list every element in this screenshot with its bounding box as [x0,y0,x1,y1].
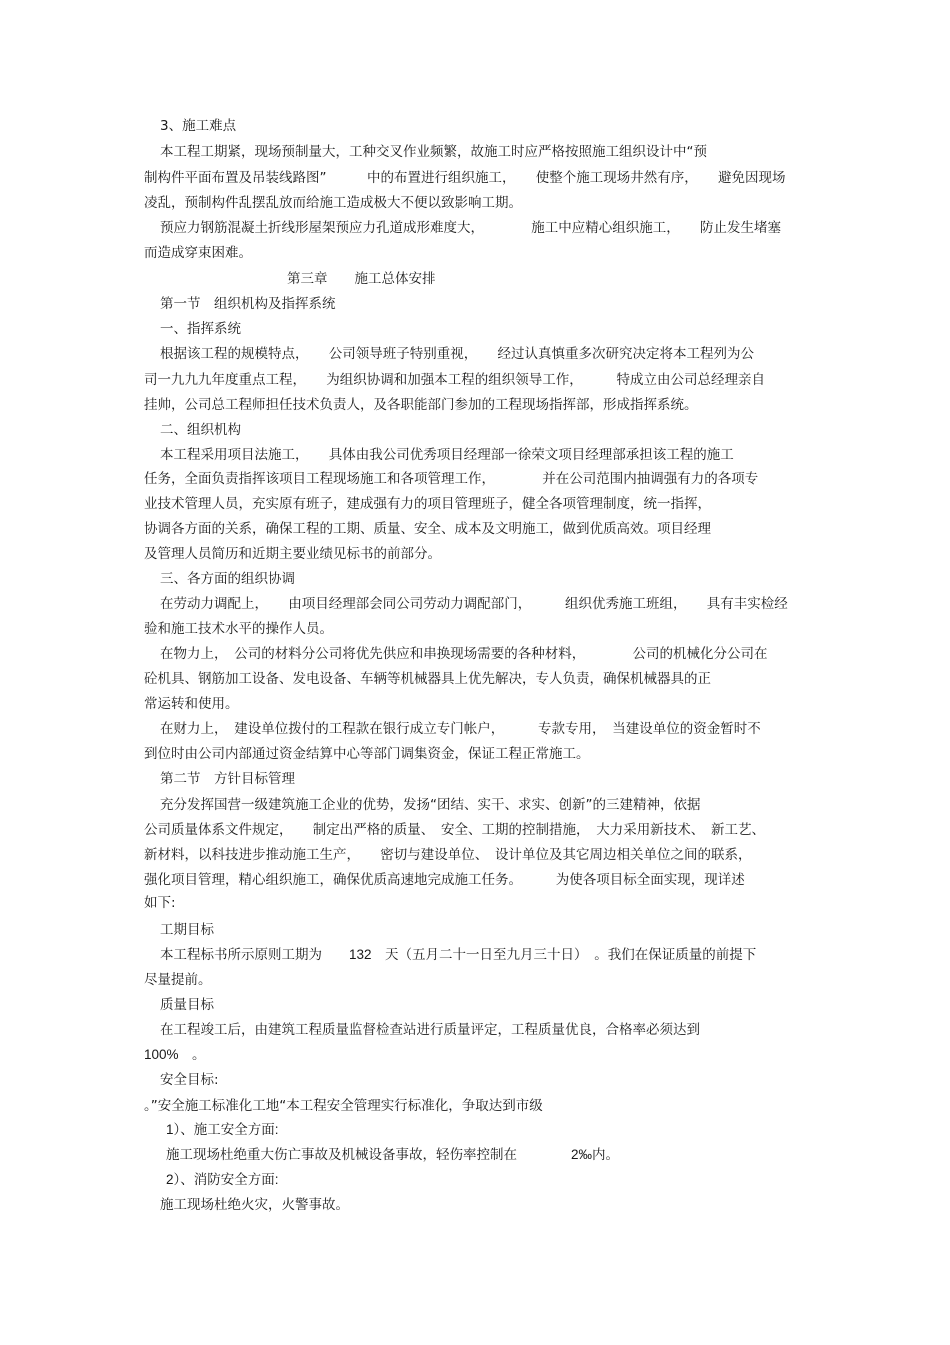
paragraph-line: 在财力上， 建设单位拨付的工程款在银行成立专门帐户， 专款专用， 当建设单位的资金暂时不 [160,721,761,737]
paragraph-line: 本工程标书所示原则工期为 132 天（五月二十一日至九月三十日） 。我们在保证质量的前提下 [160,947,757,962]
subsection-title: 一、指挥系统 [160,321,241,337]
paragraph-line: 而造成穿束困难。 [144,245,252,261]
goal-heading-schedule: 工期目标 [160,922,214,938]
heading-construction-difficulties: 3、施工难点 [160,118,237,134]
goal-heading-safety: 安全目标: [160,1072,219,1088]
section-title: 第一节 组织机构及指挥系统 [160,296,336,312]
list-item-heading: 2）、消防安全方面: [166,1172,279,1187]
chapter-title: 第三章 施工总体安排 [287,271,436,287]
paragraph-line: 业技术管理人员，充实原有班子，建成强有力的项目管理班子，健全各项管理制度，统一指挥， [144,496,711,512]
paragraph-line: 预应力钢筋混凝土折线形屋架预应力孔道成形难度大， 施工中应精心组织施工， 防止发生堵塞 [160,220,781,236]
paragraph-line: 本工程采用项目法施工， 具体由我公司优秀项目经理部一徐荣文项目经理部承担该工程的施工 [160,447,734,463]
paragraph-line: 本工程工期紧，现场预制量大，工种交叉作业频繁，故施工时应严格按照施工组织设计中“预 [160,144,707,160]
paragraph-line: 任务，全面负责指挥该项目工程现场施工和各项管理工作， 并在公司范围内抽调强有力的各项专 [144,471,759,487]
paragraph-line: 根据该工程的规模特点， 公司领导班子特别重视， 经过认真慎重多次研究决定将本工程列为公 [160,346,754,362]
paragraph-line: 验和施工技术水平的操作人员。 [144,621,333,637]
paragraph-line: 及管理人员简历和近期主要业绩见标书的前部分。 [144,546,441,562]
paragraph-line: 如下: [144,895,176,911]
subsection-title: 三、各方面的组织协调 [160,571,295,587]
paragraph-line: 新材料，以科技进步推动施工生产， 密切与建设单位、 设计单位及其它周边相关单位之间的联系， [144,847,752,863]
paragraph-line: 施工现场杜绝重大伤亡事故及机械设备事故，轻伤率控制在 2‰内。 [166,1147,620,1162]
paragraph-line: 凌乱，预制构件乱摆乱放而给施工造成极大不便以致影响工期。 [144,195,522,211]
paragraph-line: 到位时由公司内部通过资金结算中心等部门调集资金，保证工程正常施工。 [144,746,590,762]
paragraph-line: 协调各方面的关系，确保工程的工期、质量、安全、成本及文明施工，做到优质高效。项目经理 [144,521,711,537]
paragraph-line: 公司质量体系文件规定， 制定出严格的质量、 安全、工期的控制措施， 大力采用新技术、 新工艺、 [144,822,765,838]
paragraph-line: 砼机具、钢筋加工设备、发电设备、车辆等机械器具上优先解决，专人负责，确保机械器具的正 [144,671,711,687]
paragraph-line: 常运转和使用。 [144,696,239,712]
section-title: 第二节 方针目标管理 [160,771,295,787]
paragraph-line: 在工程竣工后，由建筑工程质量监督检查站进行质量评定，工程质量优良，合格率必须达到 [160,1022,700,1038]
paragraph-line: 100% 。 [144,1047,206,1062]
paragraph-line: 尽量提前。 [144,972,212,988]
paragraph-line: 充分发挥国营一级建筑施工企业的优势，发扬“团结、实干、求实、创新”的三建精神，依据 [160,797,701,813]
goal-heading-quality: 质量目标 [160,997,214,1013]
paragraph-line: 司一九九九年度重点工程， 为组织协调和加强本工程的组织领导工作， 特成立由公司总经理亲自 [144,372,765,388]
list-item-heading: 1）、施工安全方面: [166,1122,279,1137]
paragraph-line: 强化项目管理，精心组织施工，确保优质高速地完成施工任务。 为使各项目标全面实现，现详述 [144,872,745,888]
paragraph-line: 在物力上， 公司的材料分公司将优先供应和串换现场需要的各种材料， 公司的机械化分公司在 [160,646,768,662]
paragraph-line: 制构件平面布置及吊装线路图” 中的布置进行组织施工， 使整个施工现场井然有序， 避免因现场 [144,170,786,186]
subsection-title: 二、组织机构 [160,422,241,438]
paragraph-line: 施工现场杜绝火灾，火警事故。 [160,1197,349,1213]
paragraph-line: 。”安全施工标准化工地“本工程安全管理实行标准化，争取达到市级 [144,1098,543,1114]
paragraph-line: 挂帅，公司总工程师担任技术负责人，及各职能部门参加的工程现场指挥部，形成指挥系统。 [144,397,698,413]
paragraph-line: 在劳动力调配上， 由项目经理部会同公司劳动力调配部门， 组织优秀施工班组， 具有丰实检经 [160,596,788,612]
